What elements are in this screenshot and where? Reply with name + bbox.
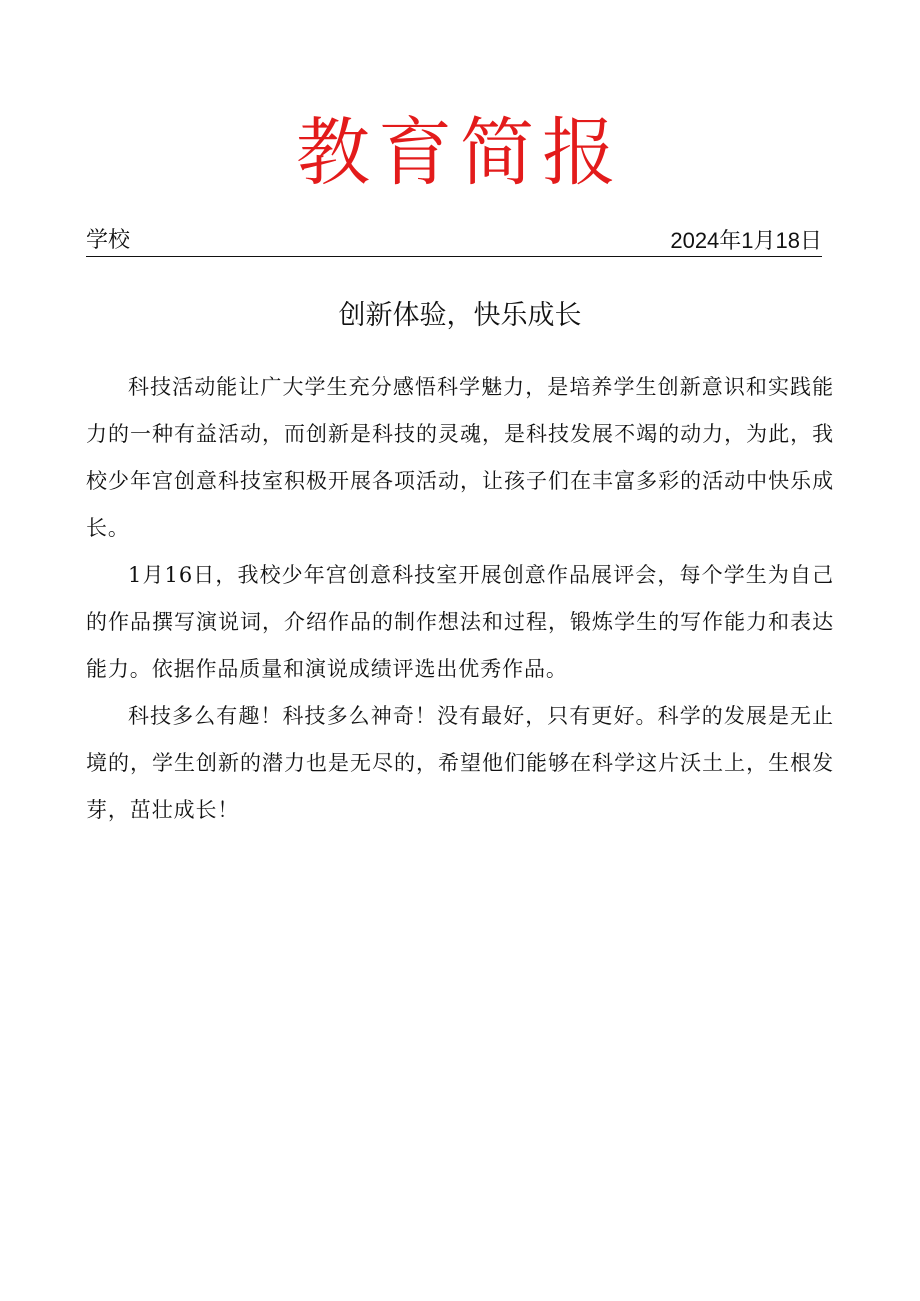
article-paragraph: 科技活动能让广大学生充分感悟科学魅力，是培养学生创新意识和实践能力的一种有益活动，而创新是科技的灵魂，是科技发展不竭的动力，为此，我校少年宫创意科技室积极开展各项活动，让孩子们在丰富多彩的活动中快乐成长。 bbox=[86, 375, 834, 540]
school-label: 学校 bbox=[86, 228, 131, 253]
newsletter-masthead: 教育简报 bbox=[296, 110, 624, 196]
article-body bbox=[86, 364, 834, 834]
article-paragraph: 科技多么有趣！科技多么神奇！没有最好，只有更好。科学的发展是无止境的，学生创新的潜力也是无尽的，希望他们能够在科学这片沃土上，生根发芽，茁壮成长！ bbox=[86, 704, 834, 822]
issue-date: 2024年1月18日 bbox=[670, 228, 822, 253]
header-info-line bbox=[86, 226, 822, 257]
article-paragraph: 1月16日，我校少年宫创意科技室开展创意作品展评会，每个学生为自己的作品撰写演说词，介绍作品的制作想法和过程，锻炼学生的写作能力和表达能力。依据作品质量和演说成绩评选出优秀作品。 bbox=[86, 563, 834, 681]
article-title: 创新体验，快乐成长 bbox=[338, 300, 582, 331]
